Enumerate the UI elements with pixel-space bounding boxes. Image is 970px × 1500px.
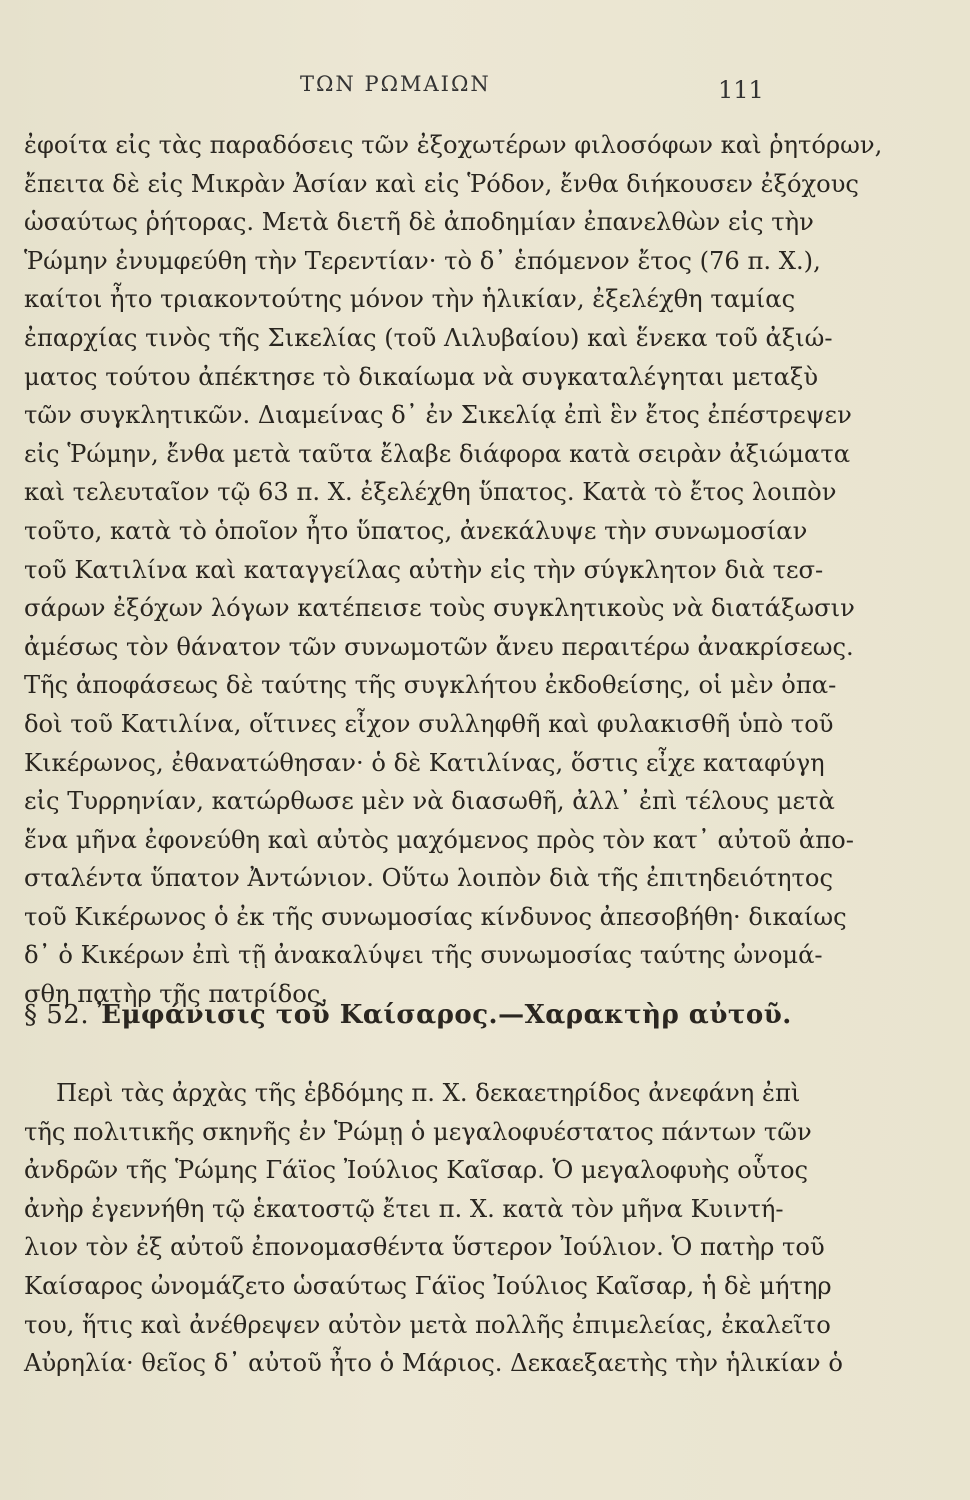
page-number: 111: [718, 76, 764, 104]
text-line: ἀνὴρ ἐγεννήθη τῷ ἑκατοστῷ ἔτει π. Χ. κατὰ τὸν μῆνα Κυιντή-: [24, 1194, 784, 1223]
text-line: ματος τούτου ἀπέκτησε τὸ δικαίωμα νὰ συγκαταλέγηται μεταξὺ: [24, 362, 819, 391]
page-header: [0, 72, 970, 112]
text-line: ἐπαρχίας τινὸς τῆς Σικελίας (τοῦ Λιλυβαίου) καὶ ἕνεκα τοῦ ἀξιώ-: [24, 323, 833, 352]
text-line: Τῆς ἀποφάσεως δὲ ταύτης τῆς συγκλήτου ἐκδοθείσης, οἱ μὲν ὀπα-: [24, 671, 837, 700]
text-line: δ᾽ ὁ Κικέρων ἐπὶ τῇ ἀνακαλύψει τῆς συνωμοσίας ταύτης ὠνομά-: [24, 941, 823, 970]
text-line: εἰς Τυρρηνίαν, κατώρθωσε μὲν νὰ διασωθῆ, ἀλλ᾽ ἐπὶ τέλους μετὰ: [24, 787, 835, 816]
text-line: Ῥώμην ἐνυμφεύθη τὴν Τερεντίαν· τὸ δ᾽ ἑπόμενον ἔτος (76 π. Χ.),: [24, 246, 821, 275]
text-line: λιον τὸν ἐξ αὐτοῦ ἐπονομασθέντα ὕστερον Ἰούλιον. Ὁ πατὴρ τοῦ: [24, 1233, 825, 1262]
paragraph-2: [24, 1074, 843, 1383]
text-line: Καίσαρος ὠνομάζετο ὡσαύτως Γάϊος Ἰούλιος Καῖσαρ, ἡ δὲ μήτηρ: [24, 1271, 832, 1300]
section-heading: [24, 1000, 792, 1030]
text-line: ἀμέσως τὸν θάνατον τῶν συνωμοτῶν ἄνευ περαιτέρω ἀνακρίσεως.: [24, 632, 854, 661]
section-title: Ἐμφάνισις τοῦ Καίσαρος.—Χαρακτὴρ αὐτοῦ.: [97, 1000, 792, 1030]
section-number: § 52.: [24, 1000, 90, 1030]
text-line: Κικέρωνος, ἐθανατώθησαν· ὁ δὲ Κατιλίνας, ὅστις εἶχε καταφύγη: [24, 748, 825, 777]
text-line: Αὐρηλία· θεῖος δ᾽ αὐτοῦ ἦτο ὁ Μάριος. Δεκαεξαετὴς τὴν ἡλικίαν ὁ: [24, 1349, 843, 1378]
text-line: τῆς πολιτικῆς σκηνῆς ἐν Ῥώμῃ ὁ μεγαλοφυέστατος πάντων τῶν: [24, 1117, 812, 1146]
text-line: καὶ τελευταῖον τῷ 63 π. Χ. ἐξελέχθη ὕπατος. Κατὰ τὸ ἔτος λοιπὸν: [24, 478, 837, 507]
text-line: Περὶ τὰς ἀρχὰς τῆς ἑβδόμης π. Χ. δεκαετηρίδος ἀνεφάνη ἐπὶ: [56, 1079, 801, 1107]
text-line: σταλέντα ὕπατον Ἀντώνιον. Οὕτω λοιπὸν διὰ τῆς ἐπιτηδειότητος: [24, 864, 834, 893]
text-line: ἐφοίτα εἰς τὰς παραδόσεις τῶν ἐξοχωτέρων φιλοσόφων καὶ ῥητόρων,: [24, 131, 883, 159]
text-line: του, ἥτις καὶ ἀνέθρεψεν αὐτὸν μετὰ πολλῆς ἐπιμελείας, ἐκαλεῖτο: [24, 1310, 831, 1339]
text-line: ὡσαύτως ῥήτορας. Μετὰ διετῆ δὲ ἀποδημίαν ἐπανελθὼν εἰς τὴν: [24, 208, 814, 237]
text-line: δοὶ τοῦ Κατιλίνα, οἵτινες εἶχον συλληφθῆ καὶ φυλακισθῆ ὑπὸ τοῦ: [24, 709, 834, 738]
text-line: τοῦ Κατιλίνα καὶ καταγγείλας αὐτὴν εἰς τὴν σύγκλητον διὰ τεσ-: [24, 555, 824, 584]
text-line: καίτοι ἦτο τριακοντούτης μόνον τὴν ἡλικίαν, ἐξελέχθη ταμίας: [24, 285, 796, 314]
text-line: τῶν συγκλητικῶν. Διαμείνας δ᾽ ἐν Σικελίᾳ ἐπὶ ἓν ἔτος ἐπέστρεψεν: [24, 401, 852, 430]
text-line: σάρων ἐξόχων λόγων κατέπεισε τοὺς συγκλητικοὺς νὰ διατάξωσιν: [24, 594, 855, 623]
text-line: τοῦ Κικέρωνος ὁ ἐκ τῆς συνωμοσίας κίνδυνος ἀπεσοβήθη· δικαίως: [24, 902, 847, 931]
text-line: σθη πατὴρ τῆς πατρίδος.: [24, 980, 329, 1009]
text-line: εἰς Ῥώμην, ἔνθα μετὰ ταῦτα ἔλαβε διάφορα κατὰ σειρὰν ἀξιώματα: [24, 439, 851, 468]
text-line: ἀνδρῶν τῆς Ῥώμης Γάϊος Ἰούλιος Καῖσαρ. Ὁ μεγαλοφυὴς οὗτος: [24, 1156, 809, 1185]
paragraph-1: [24, 126, 883, 1014]
text-line: τοῦτο, κατὰ τὸ ὁποῖον ἦτο ὕπατος, ἀνεκάλυψε τὴν συνωμοσίαν: [24, 516, 808, 545]
running-title: ΤΩΝ ΡΩΜΑΙΩΝ: [300, 72, 491, 96]
text-line: ἔπειτα δὲ εἰς Μικρὰν Ἀσίαν καὶ εἰς Ῥόδον, ἔνθα διήκουσεν ἐξόχους: [24, 169, 859, 198]
text-line: ἕνα μῆνα ἐφονεύθη καὶ αὐτὸς μαχόμενος πρὸς τὸν κατ᾽ αὐτοῦ ἀπο-: [24, 825, 854, 854]
